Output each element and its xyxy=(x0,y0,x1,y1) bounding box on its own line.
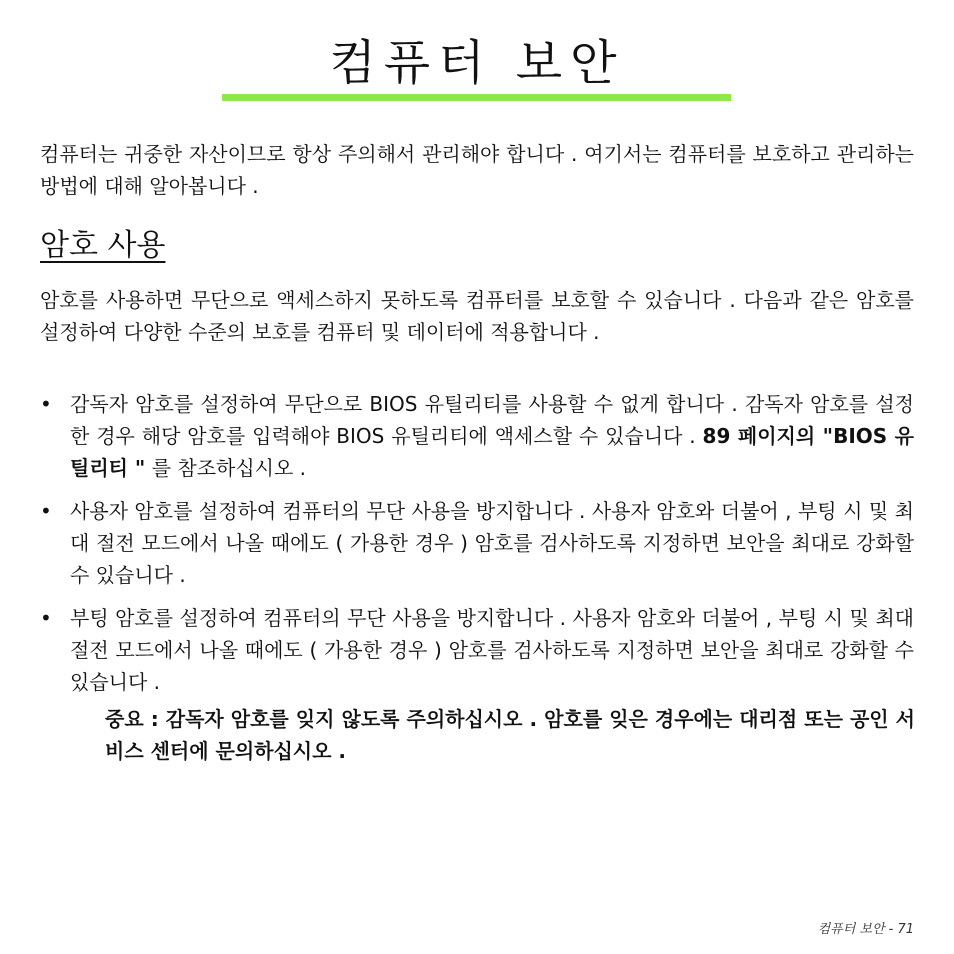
bullet-icon: • xyxy=(40,392,52,416)
bullet-item-supervisor-password xyxy=(40,388,914,484)
important-note: 중요 : 감독자 암호를 잊지 않도록 주의하십시오 . 암호를 잊은 경우에는 대리점 또는 공인 서비스 센터에 문의하십시오 . xyxy=(105,707,915,763)
bullet-icon: • xyxy=(40,499,52,523)
bullet-text-part: 를 참조하십시오 . xyxy=(145,456,307,480)
password-bullet-list xyxy=(40,388,914,709)
bullet-text: 사용자 암호를 설정하여 컴퓨터의 무단 사용을 방지합니다 . 사용자 암호와 더불어 , 부팅 시 및 최대 절전 모드에서 나올 때에도 ( 가용한 경우 ) 암호를 검사하도록 지정하면 보안을 최대로 강화할 수 있습니다 . xyxy=(70,499,914,587)
section-heading-password: 암호 사용 xyxy=(40,228,166,263)
bullet-text-part: 감독자 암호를 설정하여 무단으로 BIOS 유틸리티를 사용할 수 없게 합니다 . 감독자 암호를 설정한 경우 해당 암호를 입력해야 BIOS 유틸리티에 액세스할 수 있습니다 . xyxy=(70,392,914,448)
intro-paragraph: 컴퓨터는 귀중한 자산이므로 항상 주의해서 관리해야 합니다 . 여기서는 컴퓨터를 보호하고 관리하는 방법에 대해 알아봅니다 . xyxy=(40,142,914,198)
title-underline-bar xyxy=(222,94,731,101)
bullet-item-boot-password xyxy=(40,602,914,698)
bios-utility-reference: 89 페이지의 "BIOS 유틸리티 " xyxy=(70,424,914,480)
bullet-item-user-password xyxy=(40,495,914,591)
bullet-text: 부팅 암호를 설정하여 컴퓨터의 무단 사용을 방지합니다 . 사용자 암호와 더불어 , 부팅 시 및 최대 절전 모드에서 나올 때에도 ( 가용한 경우 ) 암호를 검사하도록 지정하면 보안을 최대로 강화할 수 있습니다 . xyxy=(70,606,914,694)
password-paragraph: 암호를 사용하면 무단으로 액세스하지 못하도록 컴퓨터를 보호할 수 있습니다 . 다음과 같은 암호를 설정하여 다양한 수준의 보호를 컴퓨터 및 데이터에 적용합니다 . xyxy=(40,288,914,344)
bullet-text xyxy=(70,392,914,480)
page-title: 컴퓨터 보안 xyxy=(329,35,625,91)
bullet-icon: • xyxy=(40,606,52,630)
page-footer: 컴퓨터 보안 - 71 xyxy=(817,922,914,937)
